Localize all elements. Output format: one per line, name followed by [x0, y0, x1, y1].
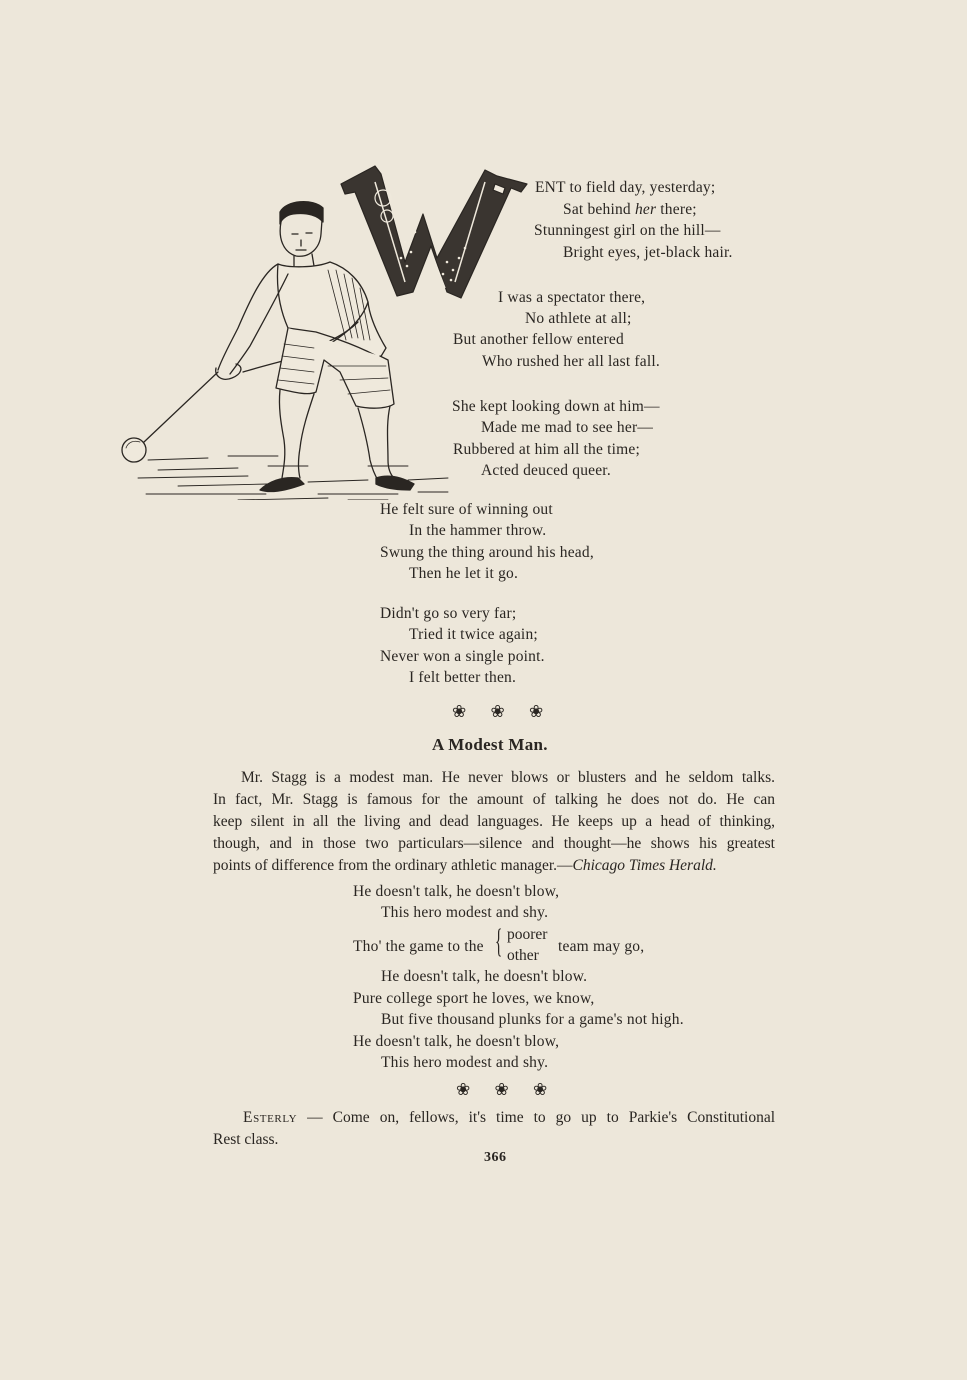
brace-option: other: [507, 947, 539, 964]
page-number: 366: [484, 1150, 507, 1165]
poem-line: But another fellow entered: [453, 331, 624, 348]
poem-line: Acted deuced queer.: [481, 462, 611, 479]
verse-line: Pure college sport he loves, we know,: [353, 990, 595, 1007]
poem-line: Then he let it go.: [409, 565, 519, 582]
brace-glyph: {: [495, 923, 503, 960]
brace-option: poorer: [507, 926, 548, 943]
poem-line: I was a spectator there,: [498, 289, 646, 306]
speaker-name: Esterly: [243, 1109, 298, 1126]
poem-line: He felt sure of winning out: [380, 501, 553, 518]
poem-line: Tried it twice again;: [409, 626, 538, 643]
flower-ornament-icon: ❀ ❀ ❀: [452, 702, 554, 721]
poem-text-italic: her: [634, 201, 657, 218]
verse-line: He doesn't talk, he doesn't blow.: [381, 968, 588, 985]
poem-line: ENT to field day, yesterday;: [535, 179, 716, 196]
poem-line: Made me mad to see her—: [481, 419, 654, 436]
poem-line: In the hammer throw.: [409, 522, 547, 539]
poem-line: [563, 200, 697, 220]
section-heading: A Modest Man.: [432, 735, 548, 754]
paragraph-line: though, and in those two particulars—silence and thought—he shows his greatest: [213, 835, 775, 852]
dialogue-line: Rest class.: [213, 1131, 279, 1148]
verse-line: This hero modest and shy.: [381, 1054, 549, 1071]
verse-line: team may go,: [558, 938, 645, 955]
verse-line: This hero modest and shy.: [381, 904, 549, 921]
dialogue-text: Come on, fellows, it's time to go up to Parkie's Constitutional: [332, 1109, 776, 1126]
dropcap-w-icon: [335, 162, 530, 302]
poem-line: Rubbered at him all the time;: [453, 441, 641, 458]
paragraph-line: Mr. Stagg is a modest man. He never blows or blusters and he seldom talks.: [241, 769, 775, 786]
verse-line: But five thousand plunks for a game's not high.: [381, 1011, 684, 1028]
poem-line: Stunningest girl on the hill—: [534, 222, 721, 239]
paragraph-line: keep silent in all the living and dead languages. He keeps up a head of thinking,: [213, 813, 775, 830]
paragraph-line: In fact, Mr. Stagg is famous for the amount of talking he does not do. He can: [213, 791, 775, 808]
paragraph-line: [213, 855, 775, 877]
poem-line: Who rushed her all last fall.: [482, 353, 660, 370]
verse-line: Tho' the game to the: [353, 938, 484, 955]
poem-line: Swung the thing around his head,: [380, 544, 594, 561]
poem-line: Never won a single point.: [380, 648, 545, 665]
poem-text: Sat behind: [563, 201, 635, 218]
poem-text: there;: [656, 201, 697, 218]
poem-line: She kept looking down at him—: [452, 398, 660, 415]
dialogue-dash: —: [297, 1109, 333, 1126]
poem-line: Bright eyes, jet-black hair.: [563, 244, 733, 261]
citation-source: Chicago Times Herald.: [572, 857, 717, 874]
dialogue-line: [243, 1107, 775, 1129]
poem-line: No athlete at all;: [525, 310, 632, 327]
flower-ornament-icon: ❀ ❀ ❀: [456, 1080, 558, 1099]
paragraph-text: points of difference from the ordinary athletic manager.—: [213, 857, 573, 874]
verse-line: He doesn't talk, he doesn't blow,: [353, 883, 560, 900]
poem-line: I felt better then.: [409, 669, 517, 686]
poem-line: Didn't go so very far;: [380, 605, 517, 622]
verse-line: He doesn't talk, he doesn't blow,: [353, 1033, 560, 1050]
